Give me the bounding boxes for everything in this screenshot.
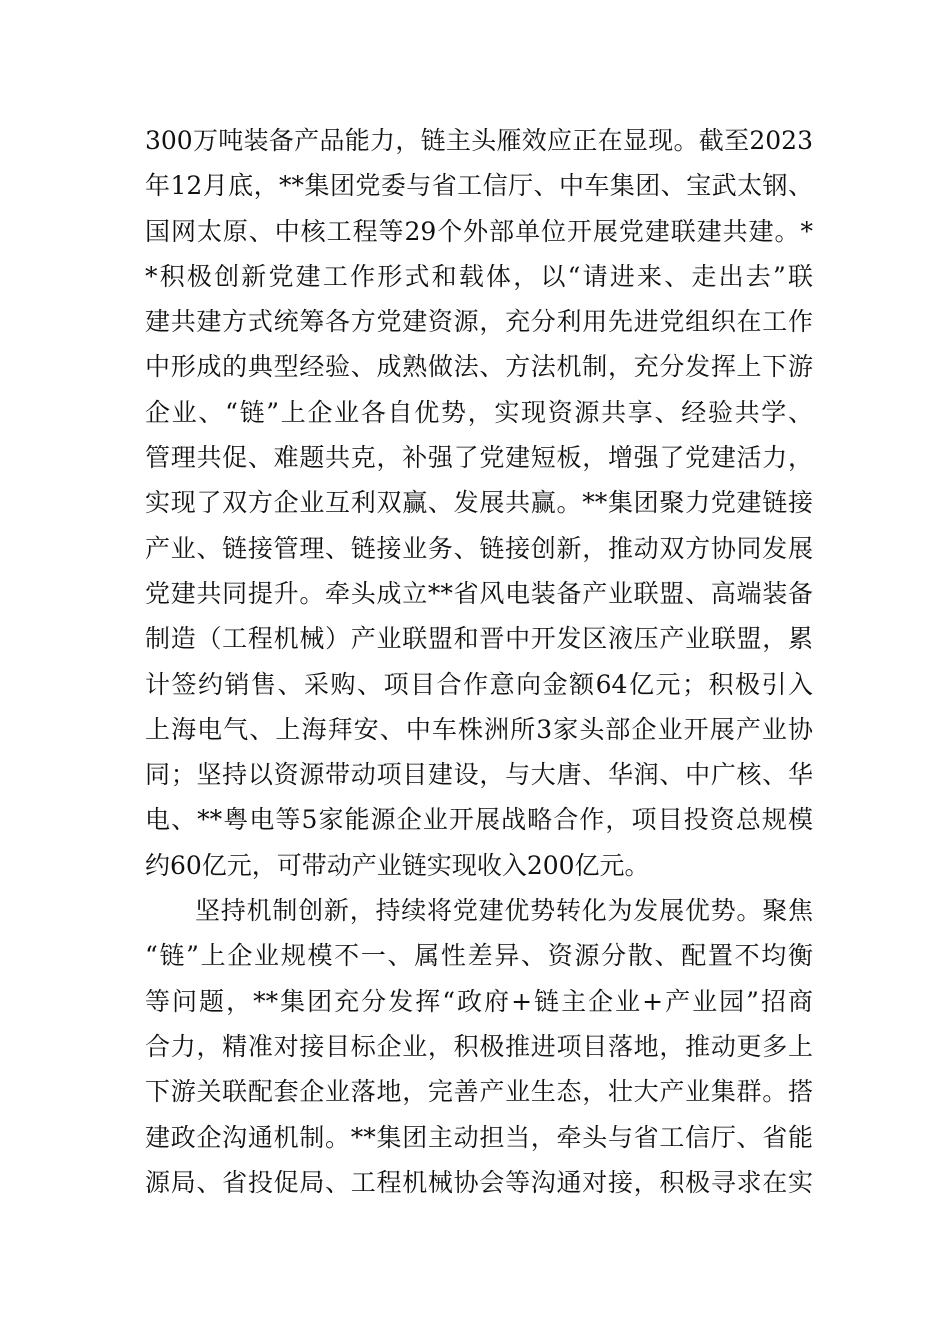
text-line: 同；坚持以资源带动项目建设，与大唐、华润、中广核、华	[145, 760, 813, 790]
text-line: 约60亿元，可带动产业链实现收入200亿元。	[145, 850, 650, 880]
text-line: “链”上企业规模不一、属性差异、资源分散、配置不均衡	[145, 941, 813, 971]
text-line: 制造（工程机械）产业联盟和晋中开发区液压产业联盟，累	[145, 624, 813, 654]
text-line: 国网太原、中核工程等29个外部单位开展党建联建共建。*	[145, 216, 813, 246]
text-line: 建政企沟通机制。**集团主动担当，牵头与省工信厅、省能	[145, 1122, 813, 1152]
text-line: 实现了双方企业互利双赢、发展共赢。**集团聚力党建链接	[145, 488, 813, 518]
paragraph-1	[145, 118, 813, 888]
text-line: 上海电气、上海拜安、中车株洲所3家头部企业开展产业协	[145, 714, 813, 744]
text-line: 企业、“链”上企业各自优势，实现资源共享、经验共学、	[145, 397, 813, 427]
text-line: 管理共促、难题共克，补强了党建短板，增强了党建活力，	[145, 443, 813, 473]
text-line: 产业、链接管理、链接业务、链接创新，推动双方协同发展	[145, 533, 813, 563]
text-line: 合力，精准对接目标企业，积极推进项目落地，推动更多上	[145, 1031, 813, 1061]
text-line: *积极创新党建工作形式和载体，以“请进来、走出去”联	[145, 261, 813, 291]
text-line: 下游关联配套企业落地，完善产业生态，壮大产业集群。搭	[145, 1077, 813, 1107]
text-line: 坚持机制创新，持续将党建优势转化为发展优势。聚焦	[195, 896, 813, 926]
text-line: 年12月底，**集团党委与省工信厅、中车集团、宝武太钢、	[145, 171, 813, 201]
document-body	[145, 118, 813, 1205]
paragraph-2	[145, 888, 813, 1205]
text-line: 源局、省投促局、工程机械协会等沟通对接，积极寻求在实	[145, 1167, 813, 1197]
text-line: 建共建方式统筹各方党建资源，充分利用先进党组织在工作	[145, 307, 813, 337]
text-line: 中形成的典型经验、成熟做法、方法机制，充分发挥上下游	[145, 352, 813, 382]
text-line: 计签约销售、采购、项目合作意向金额64亿元；积极引入	[145, 669, 813, 699]
text-line: 电、**粤电等5家能源企业开展战略合作，项目投资总规模	[145, 805, 813, 835]
text-line: 等问题，**集团充分发挥“政府+链主企业+产业园”招商	[145, 986, 813, 1016]
text-line: 党建共同提升。牵头成立**省风电装备产业联盟、高端装备	[145, 578, 813, 608]
text-line: 300万吨装备产品能力，链主头雁效应正在显现。截至2023	[145, 126, 813, 155]
